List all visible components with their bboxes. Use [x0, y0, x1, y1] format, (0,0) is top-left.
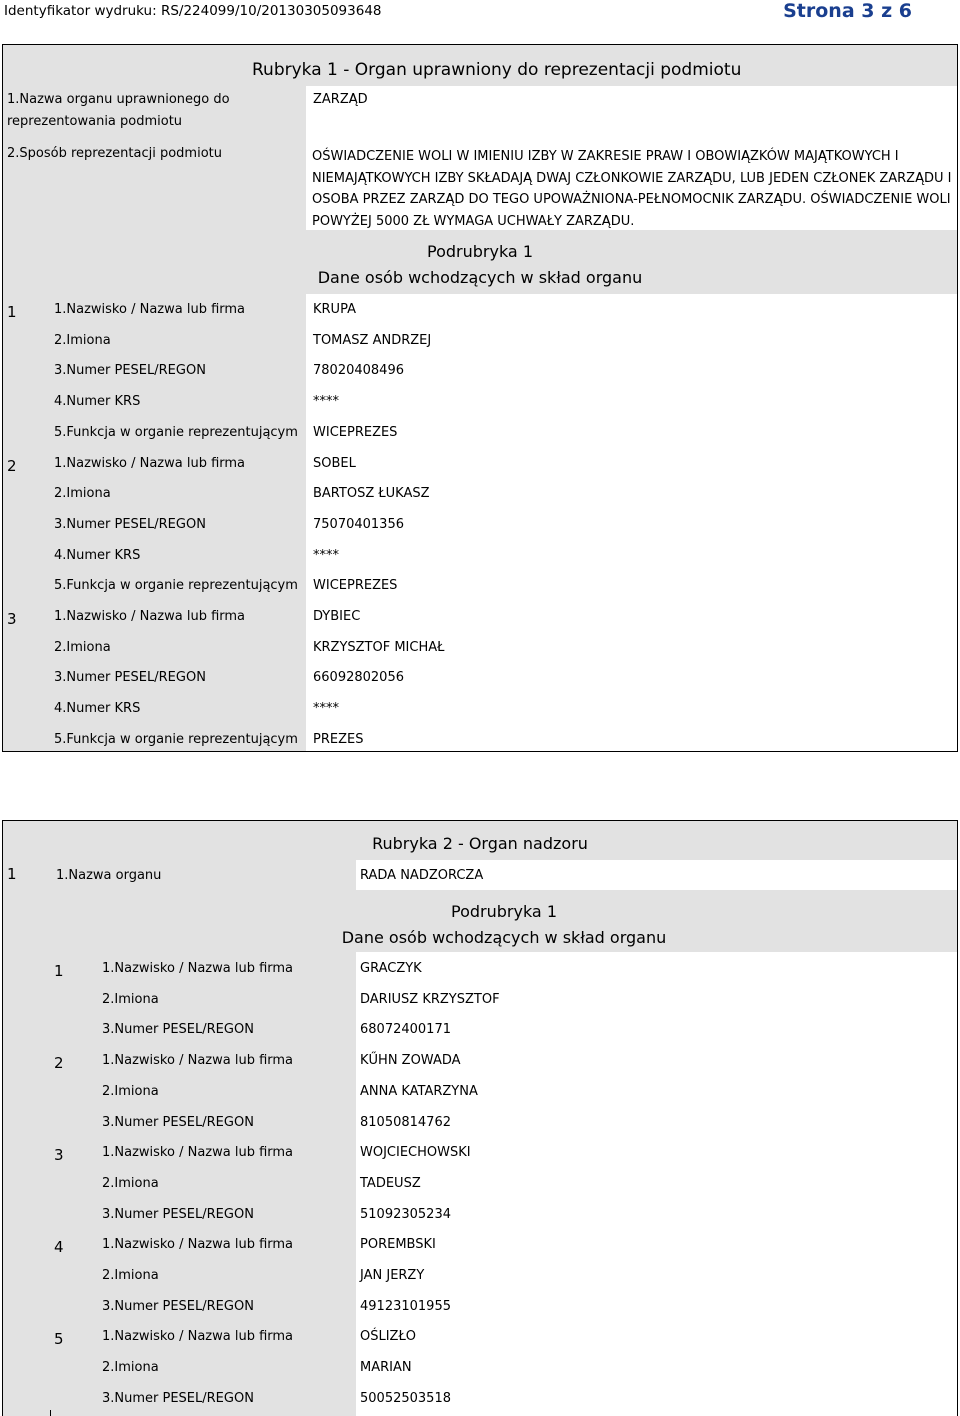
label-imiona: 2.Imiona	[102, 1268, 159, 1283]
label-imiona: 2.Imiona	[54, 640, 111, 655]
value-nazwisko: GRACZYK	[360, 961, 422, 976]
value-imiona: TADEUSZ	[360, 1176, 421, 1191]
organ-name-value: ZARZĄD	[313, 92, 368, 107]
label-nazwisko: 1.Nazwisko / Nazwa lub firma	[102, 1053, 294, 1068]
value-nazwisko: WOJCIECHOWSKI	[360, 1145, 471, 1160]
value-pesel: 66092802056	[313, 670, 404, 685]
subsection-1-title: Podrubryka 1	[427, 242, 533, 261]
member-index: 5	[54, 1330, 64, 1349]
label-nazwisko: 1.Nazwisko / Nazwa lub firma	[102, 961, 294, 976]
member-index: 3	[54, 1146, 64, 1165]
label-pesel: 3.Numer PESEL/REGON	[54, 363, 206, 378]
organ-value-box	[306, 86, 958, 140]
value-pesel: 51092305234	[360, 1207, 451, 1222]
member-index: 2	[54, 1054, 64, 1073]
organ-name-label-cont: reprezentowania podmiotu	[7, 114, 183, 129]
value-nazwisko: POREMBSKI	[360, 1237, 436, 1252]
label-pesel: 3.Numer PESEL/REGON	[54, 517, 206, 532]
label-krs: 4.Numer KRS	[54, 548, 141, 563]
value-pesel: 75070401356	[313, 517, 404, 532]
label-pesel: 3.Numer PESEL/REGON	[102, 1391, 254, 1406]
label-imiona: 2.Imiona	[102, 1084, 159, 1099]
label-imiona: 2.Imiona	[102, 992, 159, 1007]
person-index: 2	[7, 456, 17, 475]
value-nazwisko: SOBEL	[313, 456, 356, 471]
value-imiona: BARTOSZ ŁUKASZ	[313, 486, 430, 501]
value-nazwisko: KRUPA	[313, 302, 356, 317]
value-pesel: 81050814762	[360, 1115, 451, 1130]
person-index: 3	[7, 610, 17, 628]
value-nazwisko: DYBIEC	[313, 609, 361, 624]
value-imiona: KRZYSZTOF MICHAŁ	[313, 640, 445, 655]
person-index: 1	[7, 303, 17, 321]
rubryka-2-title: Rubryka 2 - Organ nadzoru	[372, 834, 588, 853]
value-imiona: TOMASZ ANDRZEJ	[313, 333, 432, 348]
value-nazwisko: KŰHN ZOWADA	[360, 1053, 461, 1068]
rubryka-1-title: Rubryka 1 - Organ uprawniony do reprezentacji podmiotu	[252, 60, 742, 80]
label-imiona: 2.Imiona	[54, 486, 111, 501]
value-imiona: ANNA KATARZYNA	[360, 1084, 478, 1099]
value-krs: ****	[313, 548, 339, 563]
label-pesel: 3.Numer PESEL/REGON	[54, 670, 206, 685]
label-krs: 4.Numer KRS	[54, 701, 141, 716]
value-pesel: 49123101955	[360, 1299, 451, 1314]
label-nazwisko: 1.Nazwisko / Nazwa lub firma	[54, 609, 246, 624]
value-imiona: MARIAN	[360, 1360, 412, 1375]
supervisory-organ-label: 1.Nazwa organu	[56, 868, 162, 883]
label-funkcja: 5.Funkcja w organie reprezentującym	[54, 732, 298, 747]
label-pesel: 3.Numer PESEL/REGON	[102, 1299, 254, 1314]
value-imiona: JAN JERZY	[360, 1268, 425, 1283]
label-nazwisko: 1.Nazwisko / Nazwa lub firma	[102, 1237, 294, 1252]
label-pesel: 3.Numer PESEL/REGON	[102, 1207, 254, 1222]
representation-method-label: 2.Sposób reprezentacji podmiotu	[7, 146, 222, 161]
label-imiona: 2.Imiona	[102, 1176, 159, 1191]
representation-method-value: OŚWIADCZENIE WOLI W IMIENIU IZBY W ZAKRESIE PRAW I OBOWIĄZKÓW MAJĄTKOWYCH I NIEMAJĄTKOWYCH IZBY SKŁADAJĄ DWAJ CZŁONKOWIE ZARZĄDU, LUB JEDEN CZŁONEK ZARZĄDU I OSOBA PRZEZ ZARZĄD DO TEGO UPOWAŻNIONA-PEŁNOMOCNIK ZARZĄDU. OŚWIADCZENIE WOLI POWYŻEJ 5000 ZŁ WYMAGA UCHWAŁY ZARZĄDU.	[312, 149, 952, 229]
subsection-2-title: Podrubryka 1	[451, 902, 557, 921]
subsection-2-subtitle: Dane osób wchodzących w skład organu	[341, 928, 667, 947]
label-pesel: 3.Numer PESEL/REGON	[102, 1115, 254, 1130]
value-nazwisko: OŚLIZŁO	[360, 1329, 417, 1344]
organ-index: 1	[7, 865, 17, 883]
value-pesel: 50052503518	[360, 1391, 451, 1406]
value-funkcja: WICEPREZES	[313, 425, 398, 440]
value-imiona: DARIUSZ KRZYSZTOF	[360, 992, 500, 1007]
value-pesel: 78020408496	[313, 363, 404, 378]
label-imiona: 2.Imiona	[54, 333, 111, 348]
value-krs: ****	[313, 701, 339, 716]
label-nazwisko: 1.Nazwisko / Nazwa lub firma	[54, 302, 246, 317]
page-number: Strona 3 z 6	[783, 0, 912, 22]
label-funkcja: 5.Funkcja w organie reprezentującym	[54, 578, 298, 593]
print-identifier: Identyfikator wydruku: RS/224099/10/20130305093648	[4, 3, 382, 19]
member-index: 4	[54, 1238, 64, 1257]
value-krs: ****	[313, 394, 339, 409]
label-krs: 4.Numer KRS	[54, 394, 141, 409]
label-imiona: 2.Imiona	[102, 1360, 159, 1375]
label-nazwisko: 1.Nazwisko / Nazwa lub firma	[54, 456, 246, 471]
supervisory-organ-value: RADA NADZORCZA	[360, 868, 484, 883]
member-index: 1	[54, 962, 64, 980]
organ-name-label: 1.Nazwa organu uprawnionego do	[7, 92, 230, 107]
label-nazwisko: 1.Nazwisko / Nazwa lub firma	[102, 1329, 294, 1344]
label-funkcja: 5.Funkcja w organie reprezentującym	[54, 425, 298, 440]
value-funkcja: PREZES	[313, 732, 364, 747]
value-pesel: 68072400171	[360, 1022, 451, 1037]
label-pesel: 3.Numer PESEL/REGON	[102, 1022, 254, 1037]
subsection-1-subtitle: Dane osób wchodzących w skład organu	[317, 268, 643, 287]
value-funkcja: WICEPREZES	[313, 578, 398, 593]
label-nazwisko: 1.Nazwisko / Nazwa lub firma	[102, 1145, 294, 1160]
